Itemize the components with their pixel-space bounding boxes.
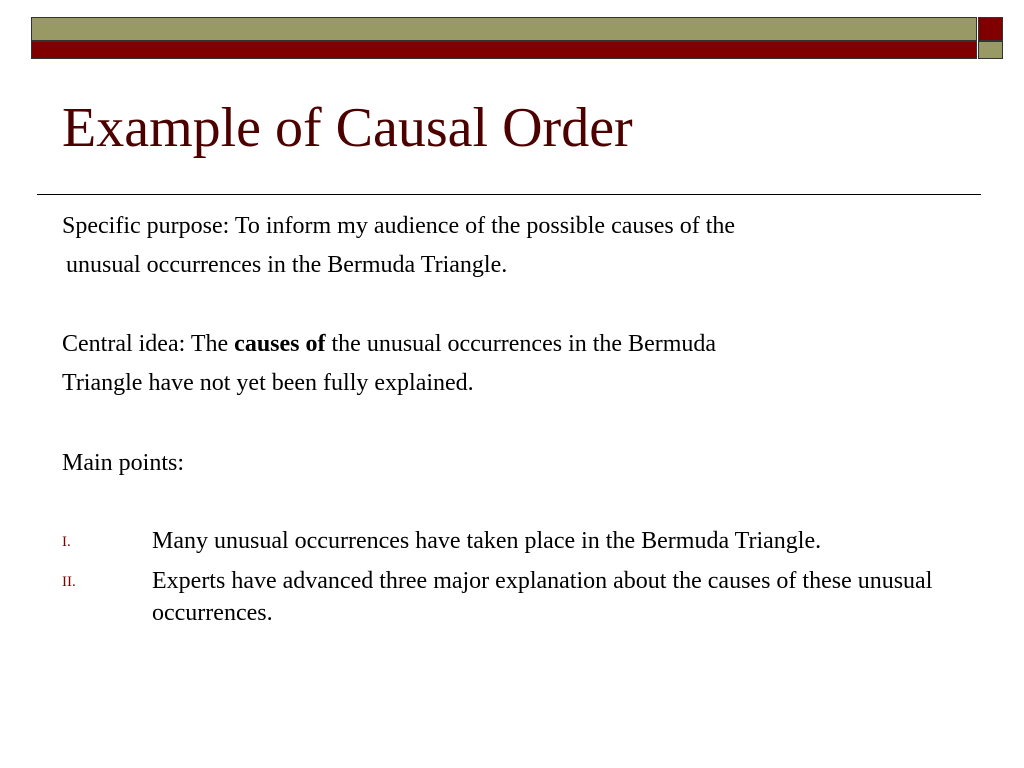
header-band-olive	[31, 17, 977, 41]
title-divider	[37, 194, 981, 195]
central-idea-suffix: the unusual occurrences in the Bermuda	[325, 331, 717, 357]
specific-purpose-line1: Specific purpose: To inform my audience of the possible causes of the	[62, 213, 736, 239]
main-points-list	[62, 525, 982, 637]
corner-square-maroon	[978, 17, 1003, 41]
main-point-text: Experts have advanced three major explanation about the causes of these unusual occurrences.	[152, 568, 933, 626]
main-point-numeral: I.	[62, 534, 71, 550]
corner-square-olive	[978, 41, 1003, 59]
specific-purpose-line2: unusual occurrences in the Bermuda Triangle.	[66, 252, 508, 278]
main-point-1	[62, 525, 982, 557]
central-idea-bold: causes of	[234, 331, 326, 357]
central-idea-prefix: Central idea: The	[62, 331, 235, 357]
main-points-label: Main points:	[62, 450, 185, 476]
central-idea-line1	[62, 325, 716, 364]
main-point-numeral: II.	[62, 574, 76, 590]
main-point-2	[62, 565, 982, 629]
header-band-maroon	[31, 41, 977, 59]
slide-title: Example of Causal Order	[62, 97, 633, 159]
central-idea	[62, 325, 716, 403]
central-idea-line2: Triangle have not yet been fully explained.	[62, 370, 474, 396]
specific-purpose	[62, 207, 735, 285]
main-point-text: Many unusual occurrences have taken place in the Bermuda Triangle.	[152, 528, 822, 554]
